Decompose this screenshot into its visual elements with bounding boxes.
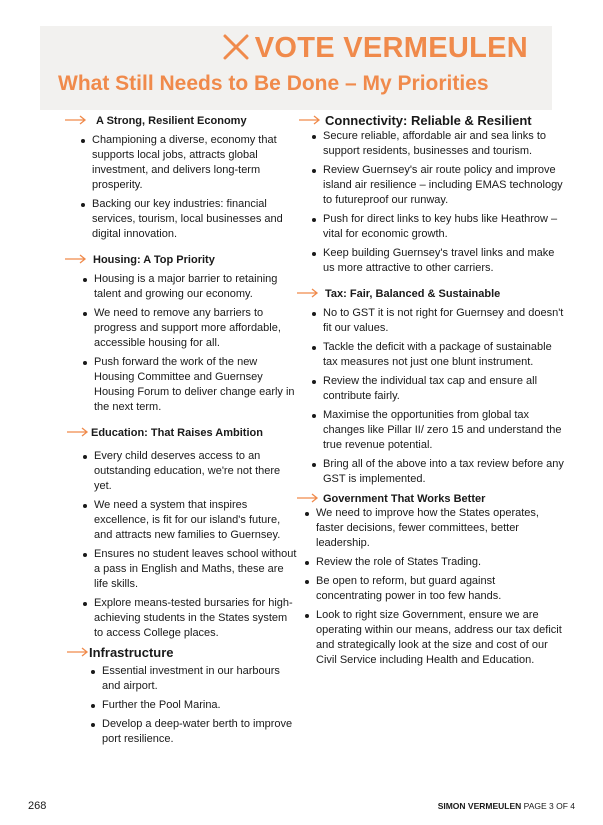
list-item: Bring all of the above into a tax review before any GST is implemented. [323,458,564,485]
list-item: Explore means-tested bursaries for high-achieving students in the States system to access College places. [94,596,298,641]
arrow-right-icon [64,254,88,264]
list-item: Review Guernsey's air route policy and improve island air resilience – including EMAS technology to futureproof our runway. [323,164,563,206]
cross-icon [221,32,251,62]
section-heading [66,425,298,443]
list-item: We need to improve how the States operates, faster decisions, fewer committees, better leadership. [316,506,564,551]
list-item: We need a system that inspires excellence, is fit for our island's future, and attracts new families to Guernsey. [94,498,298,543]
bullet-list [316,506,564,668]
section-heading [296,286,564,304]
bullet-list [102,664,298,747]
vote-label: VOTE VERMEULEN [254,32,528,64]
page-title: What Still Needs to Be Done – My Priorities [58,72,489,95]
list-item: Ensures no student leaves school without a pass in English and Maths, these are life skills. [94,548,297,590]
list-item: Further the Pool Marina. [102,698,298,713]
list-item: Review the role of States Trading. [316,555,564,570]
section-title: Housing: A Top Priority [93,254,215,266]
list-item: Housing is a major barrier to retaining talent and growing our economy. [94,272,298,302]
list-item: Maximise the opportunities from global tax changes like Pillar II/ zero 15 and understand the true revenue potential. [323,408,564,453]
section-title: Tax: Fair, Balanced & Sustainable [325,288,501,300]
arrow-right-icon [66,427,90,437]
list-item: Push forward the work of the new Housing Committee and Guernsey Housing Forum to deliver change early in the next term. [94,355,298,415]
section-title: Infrastructure [89,645,174,660]
footer-name: SIMON VERMEULEN [437,801,522,811]
vote-heading [40,32,528,65]
section-title: Government That Works Better [323,493,486,505]
list-item: No to GST it is not right for Guernsey and doesn't fit our values. [323,307,564,334]
arrow-right-icon [64,115,88,125]
list-item: Tackle the deficit with a package of sustainable tax measures not just one blunt instrument. [323,340,564,370]
section-title: Education: That Raises Ambition [91,427,263,439]
arrow-right-icon [296,288,320,298]
bullet-list [94,272,298,415]
section-heading [66,645,298,663]
list-item: We need to remove any barriers to progress and support more affordable, accessible housing for all. [94,306,298,351]
section-heading [66,113,298,131]
list-item: Every child deserves access to an outstanding education, we're not there yet. [94,449,298,494]
bullet-list [92,133,298,242]
list-item: Championing a diverse, economy that supports local jobs, attracts global investment, and delivers long-term prosperity. [92,133,298,193]
page-footer [438,801,575,811]
arrow-right-icon [296,493,320,503]
right-column [296,113,564,672]
bullet-list [94,449,298,641]
list-item: Review the individual tax cap and ensure all contribute fairly. [323,374,564,404]
footer-page-label: PAGE 3 OF 4 [523,801,575,811]
arrow-right-icon [298,115,322,125]
section-title: Connectivity: Reliable & Resilient [325,113,532,128]
bullet-list [323,129,564,276]
left-column [66,113,298,751]
list-item: Push for direct links to key hubs like Heathrow – vital for economic growth. [323,212,564,242]
list-item: Essential investment in our harbours and airport. [102,664,298,694]
list-item: Be open to reform, but guard against concentrating power in too few hands. [316,574,564,604]
section-heading [66,252,298,270]
page-number: 268 [28,800,47,812]
bullet-list [323,306,564,487]
list-item: Backing our key industries: financial services, tourism, local businesses and digital innovation. [92,197,298,242]
arrow-right-icon [66,647,90,657]
section-title: A Strong, Resilient Economy [96,115,247,127]
list-item: Look to right size Government, ensure we are operating within our means, address our tax deficit and strategically look at the size and cost of our Civil Service including Health and Education. [316,608,564,668]
list-item: Develop a deep-water berth to improve port resilience. [102,717,298,747]
header-banner [40,26,552,110]
list-item: Keep building Guernsey's travel links and make us more attractive to other carriers. [323,246,564,276]
list-item: Secure reliable, affordable air and sea links to support residents, businesses and tourism. [323,129,564,159]
